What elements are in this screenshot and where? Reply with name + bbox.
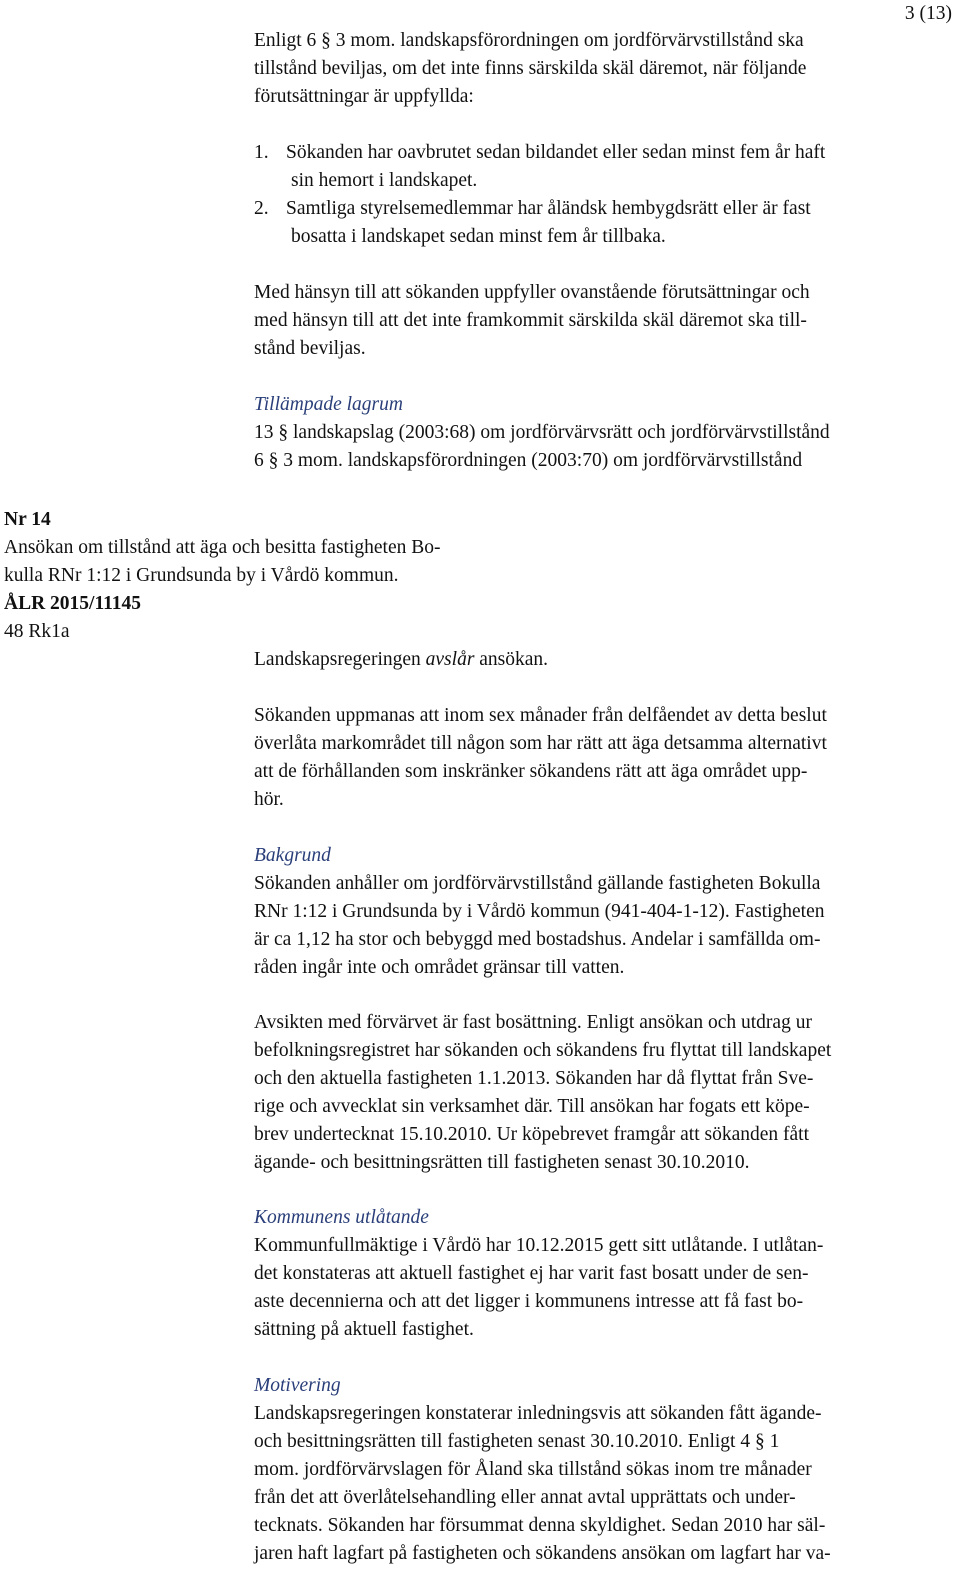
text-line: Sökanden anhåller om jordförvärvstillstånd gällande fastigheten Bokulla (254, 873, 821, 894)
text-line: tecknats. Sökanden har försummat denna skyldighet. Sedan 2010 har säl- (254, 1515, 826, 1536)
section-heading: Bakgrund (254, 845, 331, 866)
text-line: med hänsyn till att det inte framkommit särskilda skäl däremot ska till- (254, 310, 807, 331)
list-item (254, 195, 954, 223)
text-line: sättning på aktuell fastighet. (254, 1319, 474, 1340)
text-line: Kommunfullmäktige i Vårdö har 10.12.2015 gett sitt utlåtande. I utlåtan- (254, 1235, 824, 1256)
background-section (254, 842, 954, 982)
text-line: befolkningsregistret har sökanden och sökandens fru flyttat till landskapet (254, 1040, 832, 1061)
diary-number: ÅLR 2015/11145 (4, 593, 142, 614)
text-line: RNr 1:12 i Grundsunda by i Vårdö kommun (941-404-1-12). Fastigheten (254, 901, 825, 922)
text-line: och besittningsrätten till fastigheten senast 30.10.2010. Enligt 4 § 1 (254, 1431, 780, 1452)
case-title-line: Ansökan om tillstånd att äga och besitta fastigheten Bo- (4, 537, 441, 558)
text-line: Avsikten med förvärvet är fast bosättning. Enligt ansökan och utdrag ur (254, 1012, 812, 1033)
text-line: aste decennierna och att det ligger i kommunens intresse att få fast bo- (254, 1291, 804, 1312)
section-heading: Motivering (254, 1375, 341, 1396)
case-number: Nr 14 (4, 509, 51, 530)
text-line: hör. (254, 789, 284, 810)
decision-line (254, 646, 954, 674)
text-line: tillstånd beviljas, om det inte finns särskilda skäl däremot, när följande (254, 58, 807, 79)
section-heading: Kommunens utlåtande (254, 1207, 429, 1228)
decision-prefix: Landskapsregeringen (254, 649, 426, 670)
text-line: jaren haft lagfart på fastigheten och sökandens ansökan om lagfart har va- (254, 1543, 831, 1564)
text-line: Sökanden har oavbrutet sedan bildandet eller sedan minst fem år haft (286, 142, 826, 163)
case-header (4, 506, 544, 646)
applied-law-section (254, 391, 954, 475)
list-number: 1. (254, 142, 269, 163)
text-line: 13 § landskapslag (2003:68) om jordförvärvsrätt och jordförvärvstillstånd (254, 422, 830, 443)
text-line: Enligt 6 § 3 mom. landskapsförordningen om jordförvärvstillstånd ska (254, 30, 804, 51)
municipality-section (254, 1204, 954, 1344)
text-line: och den aktuella fastigheten 1.1.2013. Sökanden har då flyttat från Sve- (254, 1068, 814, 1089)
text-line: mom. jordförvärvslagen för Åland ska tillstånd sökas inom tre månader (254, 1459, 812, 1480)
order-paragraph (254, 702, 954, 814)
case-code: 48 Rk1a (4, 621, 70, 642)
page-number: 3 (13) (904, 3, 952, 24)
text-line: ägande- och besittningsrätten till fastigheten senast 30.10.2010. (254, 1152, 750, 1173)
text-line: stånd beviljas. (254, 338, 366, 359)
section-heading: Tillämpade lagrum (254, 394, 403, 415)
text-line: Sökanden uppmanas att inom sex månader från delfåendet av detta beslut (254, 705, 827, 726)
motivation-section (254, 1372, 954, 1568)
text-line: sin hemort i landskapet. (291, 170, 478, 191)
purpose-paragraph (254, 1009, 954, 1177)
text-line: brev undertecknat 15.10.2010. Ur köpebrevet framgår att sökanden fått (254, 1124, 810, 1145)
text-line: bosatta i landskapet sedan minst fem år tillbaka. (291, 226, 666, 247)
conclusion-paragraph (254, 279, 954, 363)
decision-suffix: ansökan. (474, 649, 549, 670)
decision-verb: avslår (425, 649, 475, 670)
text-line: 6 § 3 mom. landskapsförordningen (2003:70) om jordförvärvstillstånd (254, 450, 803, 471)
text-line: är ca 1,12 ha stor och bebyggd med bostadshus. Andelar i samfällda om- (254, 929, 821, 950)
text-line: det konstateras att aktuell fastighet ej har varit fast bosatt under de sen- (254, 1263, 809, 1284)
decision (254, 646, 954, 674)
text-line: Samtliga styrelsemedlemmar har åländsk hembygdsrätt eller är fast (286, 198, 811, 219)
text-line: råden ingår inte och området gränsar till vatten. (254, 957, 625, 978)
text-line: från det att överlåtelsehandling eller annat avtal upprättats och under- (254, 1487, 796, 1508)
text-line: Med hänsyn till att sökanden uppfyller ovanstående förutsättningar och (254, 282, 810, 303)
list-number: 2. (254, 198, 269, 219)
text-line: Landskapsregeringen konstaterar inledningsvis att sökanden fått ägande- (254, 1403, 822, 1424)
intro-paragraph (254, 27, 954, 111)
text-line: rige och avvecklat sin verksamhet där. Till ansökan har fogats ett köpe- (254, 1096, 810, 1117)
list-item (254, 139, 954, 167)
text-line: överlåta markområdet till någon som har rätt att äga detsamma alternativt (254, 733, 827, 754)
text-line: förutsättningar är uppfyllda: (254, 86, 474, 107)
text-line: att de förhållanden som inskränker sökandens rätt att äga området upp- (254, 761, 808, 782)
case-title-line: kulla RNr 1:12 i Grundsunda by i Vårdö kommun. (4, 565, 399, 586)
conditions-list (254, 139, 954, 251)
